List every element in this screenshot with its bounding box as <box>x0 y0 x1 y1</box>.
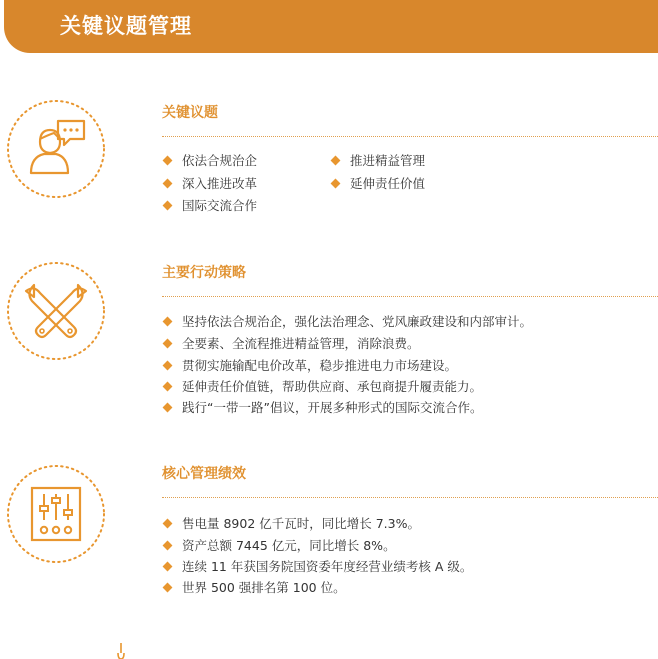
list-item: 依法合规治企 <box>162 151 257 169</box>
control-panel-sliders-icon <box>4 462 108 566</box>
section-title-performance: 核心管理绩效 <box>162 466 246 482</box>
diamond-bullet-icon <box>163 402 173 412</box>
divider <box>162 296 658 297</box>
divider <box>162 497 658 498</box>
diamond-bullet-icon <box>163 338 173 348</box>
list-item: 连续 11 年获国务院国资委年度经营业绩考核 A 级。 <box>162 557 472 575</box>
divider <box>162 136 658 137</box>
diamond-bullet-icon <box>163 540 173 550</box>
header-bar <box>4 0 658 53</box>
list-item: 资产总额 7445 亿元，同比增长 8%。 <box>162 536 396 554</box>
list-item: 售电量 8902 亿千瓦时，同比增长 7.3%。 <box>162 514 420 532</box>
diamond-bullet-icon <box>163 360 173 370</box>
diamond-bullet-icon <box>163 200 173 210</box>
list-item: 全要素、全流程推进精益管理，消除浪费。 <box>162 334 420 352</box>
list-item: 贯彻实施输配电价改革，稳步推进电力市场建设。 <box>162 356 457 374</box>
footer-decoration-icon <box>117 643 125 659</box>
diamond-bullet-icon <box>163 381 173 391</box>
diamond-bullet-icon <box>163 155 173 165</box>
list-item: 推进精益管理 <box>330 151 425 169</box>
diamond-bullet-icon <box>163 518 173 528</box>
diamond-bullet-icon <box>163 561 173 571</box>
list-item: 践行“一带一路”倡议，开展多种形式的国际交流合作。 <box>162 398 482 416</box>
list-item: 坚持依法合规治企，强化法治理念、党风廉政建设和内部审计。 <box>162 312 532 330</box>
diamond-bullet-icon <box>163 316 173 326</box>
diamond-bullet-icon <box>331 178 341 188</box>
list-item: 世界 500 强排名第 100 位。 <box>162 578 346 596</box>
diamond-bullet-icon <box>331 155 341 165</box>
diamond-bullet-icon <box>163 582 173 592</box>
list-item: 延伸责任价值 <box>330 174 425 192</box>
wrench-tools-icon <box>4 259 108 363</box>
diamond-bullet-icon <box>163 178 173 188</box>
list-item: 国际交流合作 <box>162 196 257 214</box>
page-title: 关键议题管理 <box>60 14 192 38</box>
section-title-strategies: 主要行动策略 <box>162 265 246 281</box>
section-title-key-issues: 关键议题 <box>162 105 218 121</box>
list-item: 深入推进改革 <box>162 174 257 192</box>
person-speech-bubble-icon <box>4 97 108 201</box>
list-item: 延伸责任价值链，帮助供应商、承包商提升履责能力。 <box>162 377 482 395</box>
